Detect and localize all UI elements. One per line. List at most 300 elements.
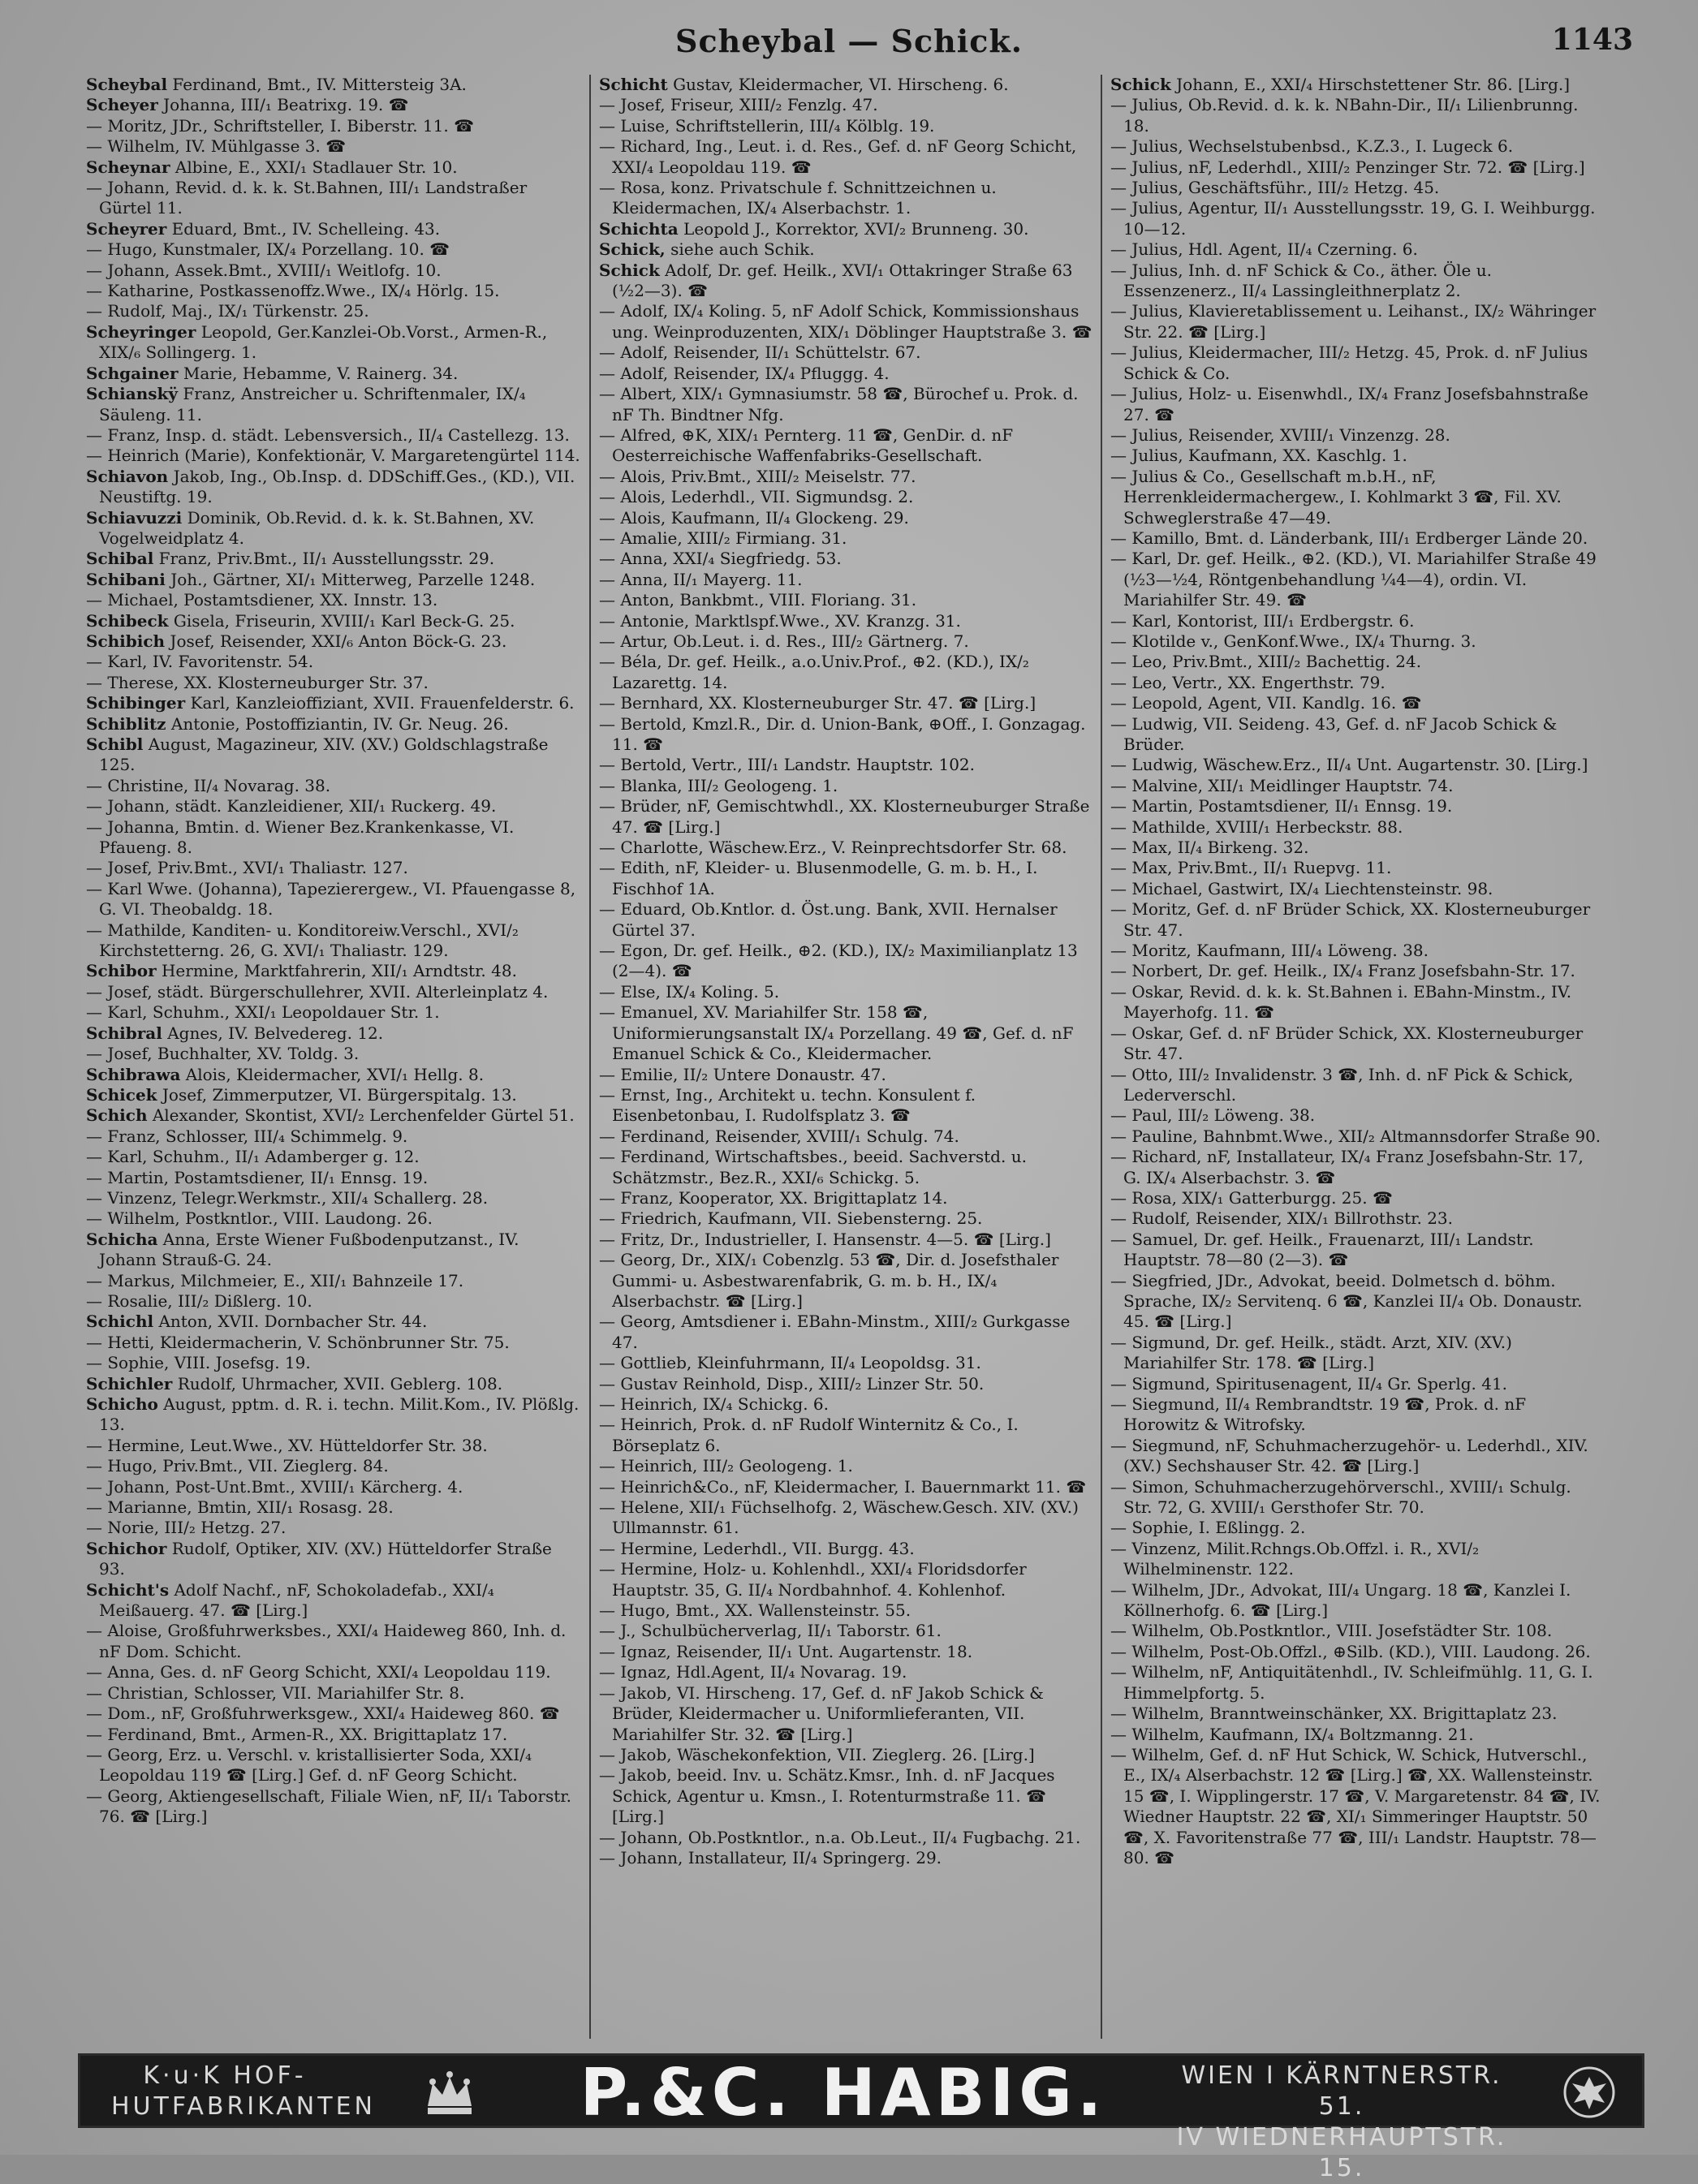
- entry-text: Anna, Erste Wiener Fußbodenputzanst., IV. Johann Strauß-G. 24.: [99, 1229, 519, 1270]
- entry-text: — Heinrich&Co., nF, Kleidermacher, I. Bauernmarkt 11. ☎: [599, 1476, 1087, 1497]
- directory-entry: [1110, 714, 1604, 756]
- entry-text: — Else, IX/₄ Koling. 5.: [599, 981, 780, 1002]
- entry-text: — Franz, Schlosser, III/₄ Schimmelg. 9.: [86, 1126, 408, 1146]
- entry-surname: Scheyringer: [86, 321, 196, 342]
- directory-entry: [599, 364, 1092, 384]
- entry-text: — Bertold, Vertr., III/₁ Landstr. Hauptstr. 102.: [599, 755, 975, 775]
- entry-surname: Schibl: [86, 734, 144, 754]
- entry-text: Rudolf, Uhrmacher, XVII. Geblerg. 108.: [177, 1373, 503, 1394]
- directory-entry: [599, 1415, 1092, 1456]
- entry-text: — Julius, Kleidermacher, III/₂ Hetzg. 45, Prok. d. nF Julius Schick & Co.: [1110, 342, 1588, 383]
- entry-text: — Oskar, Gef. d. nF Brüder Schick, XX. Klosterneuburger Str. 47.: [1110, 1023, 1584, 1064]
- entry-text: — Jakob, VI. Hirscheng. 17, Gef. d. nF Jakob Schick & Brüder, Kleidermacher u. Uniformlieferanten, VII. Mariahilfer Str. 32. ☎ [Lirg.]: [599, 1682, 1044, 1744]
- directory-entry: [599, 467, 1092, 487]
- entry-text: — Wilhelm, Postkntlor., VIII. Laudong. 26.: [86, 1208, 433, 1229]
- directory-entry: [1110, 652, 1604, 672]
- directory-entry: [1110, 982, 1604, 1023]
- entry-text: — Franz, Kooperator, XX. Brigittaplatz 14.: [599, 1187, 948, 1208]
- entry-text: — Ferdinand, Bmt., Armen-R., XX. Brigittaplatz 17.: [86, 1724, 508, 1744]
- directory-entry: [599, 528, 1092, 549]
- directory-entry: [599, 858, 1092, 899]
- entry-text: — Katharine, Postkassenoffz.Wwe., IX/₄ Hörlg. 15.: [86, 281, 500, 301]
- directory-entry: [599, 1353, 1092, 1373]
- directory-entry: [86, 982, 581, 1002]
- entry-text: — Dom., nF, Großfuhrwerksgew., XXI/₄ Haideweg 860. ☎: [86, 1704, 560, 1724]
- entry-text: — Leo, Vertr., XX. Engerthstr. 79.: [1110, 672, 1386, 692]
- entry-surname: Schibeck: [86, 610, 169, 631]
- directory-entry: [1110, 1126, 1604, 1147]
- entry-text: — Michael, Gastwirt, IX/₄ Liechtensteinstr. 98.: [1110, 878, 1493, 898]
- directory-entry: [1110, 776, 1604, 796]
- directory-entry: [1110, 446, 1604, 466]
- entry-text: Josef, Zimmerputzer, VI. Bürgerspitalg. 13.: [162, 1084, 517, 1105]
- directory-entry: [1110, 467, 1604, 528]
- entry-text: Karl, Kanzleioffiziant, XVII. Frauenfelderstr. 6.: [190, 693, 575, 713]
- directory-entry: [599, 899, 1092, 941]
- entry-text: — Heinrich (Marie), Konfektionär, V. Margaretengürtel 114.: [86, 446, 580, 466]
- entry-text: Johanna, III/₁ Beatrixg. 19. ☎: [163, 95, 409, 115]
- directory-entry: [86, 549, 581, 569]
- entry-text: — Julius, Geschäftsführ., III/₂ Hetzg. 45.: [1110, 178, 1440, 198]
- directory-entry: [86, 95, 581, 115]
- directory-entry: [1110, 301, 1604, 342]
- directory-entry: [599, 425, 1092, 467]
- entry-text: — Sophie, I. Eßlingg. 2.: [1110, 1518, 1306, 1538]
- directory-entry: [1110, 95, 1604, 136]
- directory-entry: [599, 1683, 1092, 1745]
- entry-surname: Schichl: [86, 1312, 154, 1332]
- entry-text: — Anna, XXI/₄ Siegfriedg. 53.: [599, 549, 842, 569]
- entry-text: — Sophie, VIII. Josefsg. 19.: [86, 1353, 311, 1373]
- directory-entry: [1110, 755, 1604, 775]
- entry-text: — Alois, Priv.Bmt., XIII/₂ Meiselstr. 77.: [599, 466, 916, 486]
- entry-text: — Bernhard, XX. Klosterneuburger Str. 47. ☎ [Lirg.]: [599, 693, 1036, 713]
- entry-text: — Rudolf, Maj., IX/₁ Türkenstr. 25.: [86, 301, 369, 321]
- entry-text: — Helene, XII/₁ Füchselhofg. 2, Wäschew.Gesch. XIV. (XV.) Ullmannstr. 61.: [599, 1497, 1079, 1538]
- directory-entry: [1110, 1208, 1604, 1229]
- directory-entry: [86, 446, 581, 466]
- entry-text: — Klotilde v., GenKonf.Wwe., IX/₄ Thurng. 3.: [1110, 631, 1476, 651]
- directory-entry: [599, 1477, 1092, 1497]
- entry-text: — Oskar, Revid. d. k. k. St.Bahnen i. EBahn-Minstm., IV. Mayerhofg. 11. ☎: [1110, 981, 1572, 1023]
- directory-entry: [1110, 1662, 1604, 1704]
- directory-entry: [599, 838, 1092, 858]
- directory-entry: [86, 920, 581, 962]
- entry-text: Antonie, Postoffiziantin, IV. Gr. Neug. 26.: [170, 713, 509, 734]
- entry-surname: Schibinger: [86, 693, 186, 713]
- directory-entry: [86, 1333, 581, 1353]
- entry-surname: Schiavuzzi: [86, 507, 183, 528]
- directory-entry: [1110, 961, 1604, 981]
- directory-entry: [1110, 136, 1604, 157]
- entry-text: — Moritz, Gef. d. nF Brüder Schick, XX. Klosterneuburger Str. 47.: [1110, 899, 1591, 940]
- directory-entry: [86, 1002, 581, 1023]
- directory-entry: [86, 570, 581, 590]
- directory-entry: [86, 1208, 581, 1229]
- directory-entry: [86, 467, 581, 508]
- directory-entry: [599, 755, 1092, 775]
- entry-text: Eduard, Bmt., IV. Schelleing. 43.: [171, 218, 441, 239]
- entry-text: — Wilhelm, Kaufmann, IX/₄ Boltzmanng. 21.: [1110, 1724, 1474, 1744]
- directory-entry: [86, 1105, 581, 1126]
- entry-surname: Schianskÿ: [86, 384, 178, 404]
- entry-text: — Adolf, Reisender, IX/₄ Pfluggg. 4.: [599, 363, 890, 383]
- directory-entry: [86, 1436, 581, 1456]
- entry-text: — Julius, Agentur, II/₁ Ausstellungsstr. 19, G. I. Weihburgg. 10—12.: [1110, 198, 1596, 239]
- directory-entry: [599, 776, 1092, 796]
- entry-text: — Alfred, ⊕K, XIX/₁ Pernterg. 11 ☎, GenDir. d. nF Oesterreichische Waffenfabriks-Gesellschaft.: [599, 424, 1014, 466]
- directory-entry: [599, 75, 1092, 95]
- entry-text: — Christine, II/₄ Novarag. 38.: [86, 775, 331, 795]
- entry-surname: Schibor: [86, 961, 157, 981]
- entry-text: — Anton, Bankbmt., VIII. Floriang. 31.: [599, 590, 917, 610]
- entry-text: — Ignaz, Reisender, II/₁ Unt. Augartenstr. 18.: [599, 1641, 973, 1661]
- entry-surname: Schichler: [86, 1373, 173, 1394]
- directory-entry: [1110, 198, 1604, 239]
- entry-surname: Schichor: [86, 1538, 167, 1558]
- directory-entry: [86, 1456, 581, 1476]
- entry-text: — Julius & Co., Gesellschaft m.b.H., nF, Herrenkleidermachergew., I. Kohlmarkt 3 ☎, Fil. XV. Schweglerstraße 47—49.: [1110, 466, 1562, 528]
- directory-entry: [1110, 528, 1604, 549]
- entry-text: — Alois, Kaufmann, II/₄ Glockeng. 29.: [599, 507, 909, 528]
- entry-text: — Kamillo, Bmt. d. Länderbank, III/₁ Erdberger Lände 20.: [1110, 528, 1588, 548]
- directory-entry: [599, 508, 1092, 528]
- directory-entry: [86, 322, 581, 364]
- directory-entry: [86, 611, 581, 631]
- entry-text: — Luise, Schriftstellerin, III/₄ Kölblg. 19.: [599, 115, 935, 136]
- crown-icon: [421, 2066, 478, 2119]
- directory-entry: [86, 1786, 581, 1828]
- entry-text: — Sigmund, Dr. gef. Heilk., städt. Arzt, XIV. (XV.) Mariahilfer Str. 178. ☎ [Lirg.]: [1110, 1332, 1512, 1373]
- directory-entry: [599, 941, 1092, 982]
- directory-entry: [86, 157, 581, 178]
- directory-entry: [86, 1683, 581, 1704]
- entry-text: — Julius, Hdl. Agent, II/₄ Czerning. 6.: [1110, 239, 1418, 260]
- entry-surname: Schicha: [86, 1229, 158, 1249]
- entry-text: — Rosa, konz. Privatschule f. Schnittzeichnen u. Kleidermachen, IX/₄ Alserbachstr. 1.: [599, 178, 997, 218]
- entry-text: — Hugo, Bmt., XX. Wallensteinstr. 55.: [599, 1600, 911, 1621]
- entry-surname: Schiavon: [86, 466, 169, 486]
- entry-surname: Schichta: [599, 218, 679, 239]
- running-head: Scheybal — Schick.: [675, 23, 1023, 59]
- entry-text: — Max, Priv.Bmt., II/₁ Ruepvg. 11.: [1110, 858, 1392, 878]
- entry-text: — Franz, Insp. d. städt. Lebensversich., II/₄ Castellezg. 13.: [86, 424, 570, 445]
- directory-entry: [599, 1745, 1092, 1765]
- directory-entry: [86, 1725, 581, 1745]
- directory-entry: [86, 384, 581, 425]
- directory-entry: [86, 631, 581, 652]
- entry-text: — Norbert, Dr. gef. Heilk., IX/₄ Franz Josefsbahn-Str. 17.: [1110, 961, 1575, 981]
- directory-entry: [86, 858, 581, 878]
- directory-entry: [86, 1230, 581, 1271]
- entry-surname: Schicho: [86, 1394, 158, 1414]
- directory-entry: [1110, 1725, 1604, 1745]
- entry-text: — Hugo, Priv.Bmt., VII. Zieglerg. 84.: [86, 1456, 389, 1476]
- directory-entry: [599, 693, 1092, 713]
- entry-text: — Eduard, Ob.Kntlor. d. Öst.ung. Bank, XVII. Hernalser Gürtel 37.: [599, 899, 1058, 940]
- entry-text: — Artur, Ob.Leut. i. d. Res., III/₂ Gärtnerg. 7.: [599, 631, 969, 651]
- entry-surname: Schibani: [86, 569, 166, 589]
- entry-text: Gustav, Kleidermacher, VI. Hirscheng. 6.: [673, 75, 1009, 94]
- directory-entry: [86, 1704, 581, 1724]
- entry-text: — Ferdinand, Reisender, XVIII/₁ Schulg. 74.: [599, 1126, 959, 1146]
- entry-text: — Wilhelm, nF, Antiquitätenhdl., IV. Schleifmühlg. 11, G. I. Himmelpfortg. 5.: [1110, 1662, 1593, 1703]
- entry-text: Alexander, Skontist, XVI/₂ Lerchenfelder Gürtel 51.: [152, 1105, 575, 1126]
- entry-text: — Mathilde, Kanditen- u. Konditoreiw.Verschl., XVI/₂ Kirchstetterng. 26, G. XVI/₁ Thaliastr. 129.: [86, 920, 519, 961]
- directory-entry: [86, 1312, 581, 1332]
- directory-entry: [86, 1662, 581, 1682]
- entry-text: — Vinzenz, Milit.Rchngs.Ob.Offzl. i. R., XVI/₂ Wilhelminenstr. 122.: [1110, 1538, 1480, 1579]
- directory-entry: [86, 1353, 581, 1373]
- banner-left-line-1: K·u·K HOF-: [143, 2061, 307, 2090]
- directory-entry: [86, 590, 581, 610]
- entry-surname: Schick,: [599, 239, 666, 260]
- entry-text: Agnes, IV. Belvedereg. 12.: [167, 1023, 384, 1043]
- entry-text: — Amalie, XIII/₂ Firmiang. 31.: [599, 528, 847, 548]
- banner-left-line-2: HUTFABRIKANTEN: [111, 2092, 376, 2121]
- entry-text: siehe auch Schik.: [670, 239, 815, 260]
- directory-entry: [599, 1230, 1092, 1250]
- entry-text: — Georg, Erz. u. Verschl. v. kristallisierter Soda, XXI/₄ Leopoldau 119 ☎ [Lirg.] Gef. d. nF Georg Schicht.: [86, 1744, 532, 1786]
- entry-text: — Johann, Ob.Postkntlor., n.a. Ob.Leut., II/₄ Fugbachg. 21.: [599, 1827, 1081, 1847]
- entry-text: — Adolf, Reisender, II/₁ Schüttelstr. 67.: [599, 342, 921, 363]
- directory-entry: [1110, 1580, 1604, 1622]
- entry-text: — Marianne, Bmtin, XII/₁ Rosasg. 28.: [86, 1497, 394, 1518]
- directory-entry: [1110, 261, 1604, 302]
- directory-entry: [86, 1745, 581, 1786]
- entry-text: — Ludwig, VII. Seideng. 43, Gef. d. nF Jacob Schick & Brüder.: [1110, 713, 1558, 754]
- directory-entry: [1110, 1539, 1604, 1580]
- entry-text: — Gottlieb, Kleinfuhrmann, II/₄ Leopoldsg. 31.: [599, 1353, 981, 1373]
- directory-entry: [599, 1621, 1092, 1641]
- entry-text: — Pauline, Bahnbmt.Wwe., XII/₂ Altmannsdorfer Straße 90.: [1110, 1126, 1601, 1146]
- directory-entry: [86, 879, 581, 920]
- banner-brand: P.&C. HABIG.: [580, 2055, 1107, 2130]
- entry-text: — Wilhelm, JDr., Advokat, III/₄ Ungarg. 18 ☎, Kanzlei I. Köllnerhofg. 6. ☎ [Lirg.]: [1110, 1579, 1571, 1621]
- entry-text: — Johann, städt. Kanzleidiener, XII/₁ Ruckerg. 49.: [86, 796, 497, 816]
- entry-text: — Mathilde, XVIII/₁ Herbeckstr. 88.: [1110, 816, 1403, 837]
- directory-entry: [599, 1374, 1092, 1394]
- directory-entry: [599, 1250, 1092, 1312]
- entry-text: Albine, E., XXI/₁ Stadlauer Str. 10.: [175, 157, 458, 177]
- entry-text: — Rudolf, Reisender, XIX/₁ Billrothstr. 23.: [1110, 1208, 1454, 1229]
- entry-surname: Schick: [1110, 75, 1171, 94]
- entry-text: — Karl, Schuhm., II/₁ Adamberger g. 12.: [86, 1147, 420, 1167]
- entry-surname: Schgainer: [86, 363, 179, 383]
- directory-entry: [1110, 1374, 1604, 1394]
- entry-text: — J., Schulbücherverlag, II/₁ Taborstr. 61.: [599, 1621, 942, 1641]
- entry-surname: Scheyrer: [86, 218, 167, 239]
- directory-entry: [1110, 384, 1604, 425]
- entry-text: Franz, Priv.Bmt., II/₁ Ausstellungsstr. 29.: [158, 549, 495, 569]
- entry-text: Ferdinand, Bmt., IV. Mittersteig 3A.: [172, 75, 467, 94]
- entry-text: Leopold, Ger.Kanzlei-Ob.Vorst., Armen-R., XIX/₆ Sollingerg. 1.: [99, 321, 548, 363]
- entry-text: — Albert, XIX/₁ Gymnasiumstr. 58 ☎, Bürochef u. Prok. d. nF Th. Bindtner Nfg.: [599, 384, 1079, 424]
- directory-entry: [86, 1518, 581, 1538]
- directory-entry: [86, 1374, 581, 1394]
- entry-text: — Richard, nF, Installateur, IX/₄ Franz Josefsbahn-Str. 17, G. IX/₄ Alserbachstr. 3. ☎: [1110, 1147, 1584, 1187]
- entry-text: — Alois, Lederhdl., VII. Sigmundsg. 2.: [599, 487, 914, 507]
- entry-text: — Heinrich, IX/₄ Schickg. 6.: [599, 1394, 830, 1414]
- entry-text: — Sigmund, Spiritusenagent, II/₄ Gr. Sperlg. 41.: [1110, 1373, 1508, 1394]
- entry-text: — Heinrich, Prok. d. nF Rudolf Winternitz & Co., I. Börseplatz 6.: [599, 1415, 1019, 1455]
- directory-entry: [86, 219, 581, 239]
- entry-text: — Julius, Klavieretablissement u. Leihanst., IX/₂ Währinger Str. 22. ☎ [Lirg.]: [1110, 301, 1597, 342]
- directory-entry: [86, 652, 581, 672]
- entry-text: — Martin, Postamtsdiener, II/₁ Ennsg. 19.: [86, 1167, 429, 1187]
- directory-entry: [599, 1539, 1092, 1559]
- entry-text: Rudolf, Optiker, XIV. (XV.) Hütteldorfer Straße 93.: [99, 1538, 552, 1579]
- entry-text: Adolf Nachf., nF, Schokoladefab., XXI/₄ Meißauerg. 47. ☎ [Lirg.]: [99, 1579, 494, 1621]
- directory-entry: [599, 714, 1092, 756]
- eagle-emblem-icon: [1561, 2066, 1618, 2119]
- entry-surname: Schick: [599, 260, 660, 280]
- directory-entry: [86, 75, 581, 95]
- entry-text: — Julius, Kaufmann, XX. Kaschlg. 1.: [1110, 446, 1407, 466]
- entry-text: — Charlotte, Wäschew.Erz., V. Reinprechtsdorfer Str. 68.: [599, 838, 1067, 858]
- directory-entry: [1110, 425, 1604, 446]
- directory-entry: [599, 1188, 1092, 1208]
- entry-text: — Wilhelm, Gef. d. nF Hut Schick, W. Schick, Hutverschl., E., IX/₄ Alserbachstr. 12 ☎ [Lirg.] ☎, XX. Wallensteinstr. 15 ☎, I. Wipplingerstr. 17 ☎, V. Margaretenstr. 84 ☎, IV. Wiedner Hauptstr. 22 ☎, XI/₁ Simmeringer Hauptstr. 50 ☎, X. Favoritenstraße 77 ☎, III/₁ Landstr. Hauptstr. 78—80. ☎: [1110, 1744, 1601, 1867]
- entry-text: — Egon, Dr. gef. Heilk., ⊕2. (KD.), IX/₂ Maximilianplatz 13 (2—4). ☎: [599, 941, 1078, 981]
- entry-text: — Michael, Postamtsdiener, XX. Innstr. 13.: [86, 590, 438, 610]
- entry-text: — Wilhelm, Ob.Postkntlor., VIII. Josefstädter Str. 108.: [1110, 1621, 1553, 1641]
- directory-entry: [86, 1477, 581, 1497]
- entry-text: Gisela, Friseurin, XVIII/₁ Karl Beck-G. 25.: [173, 610, 515, 631]
- entry-text: — Karl, Schuhm., XXI/₁ Leopoldauer Str. 1.: [86, 1002, 440, 1023]
- advertisement-banner: [78, 2053, 1644, 2182]
- directory-entry: [86, 1126, 581, 1147]
- directory-entry: [599, 1208, 1092, 1229]
- directory-entry: [86, 1168, 581, 1188]
- entry-text: Hermine, Marktfahrerin, XII/₁ Arndtstr. 48.: [161, 961, 517, 981]
- directory-entry: [1110, 1023, 1604, 1065]
- entry-text: — Hugo, Kunstmaler, IX/₄ Porzellang. 10. ☎: [86, 239, 450, 260]
- directory-entry: [599, 1559, 1092, 1600]
- entry-text: — Fritz, Dr., Industrieller, I. Hansenstr. 4—5. ☎ [Lirg.]: [599, 1229, 1051, 1249]
- entry-text: — Vinzenz, Telegr.Werkmstr., XII/₄ Schallerg. 28.: [86, 1187, 489, 1208]
- entry-text: Marie, Hebamme, V. Rainerg. 34.: [183, 363, 459, 383]
- directory-entry: [1110, 342, 1604, 384]
- directory-entry: [599, 487, 1092, 507]
- directory-entry: [1110, 178, 1604, 198]
- directory-entry: [599, 1765, 1092, 1827]
- entry-text: — Edith, nF, Kleider- u. Blusenmodelle, G. m. b. H., I. Fischhof 1A.: [599, 858, 1038, 898]
- entry-text: — Otto, III/₂ Invalidenstr. 3 ☎, Inh. d. nF Pick & Schick, Lederverschl.: [1110, 1064, 1574, 1105]
- directory-entry: [599, 631, 1092, 652]
- entry-text: — Adolf, IX/₄ Koling. 5, nF Adolf Schick, Kommissionshaus ung. Weinproduzenten, XIX/₁ Döblinger Hauptstraße 3. ☎: [599, 301, 1092, 342]
- directory-entry: [86, 1085, 581, 1105]
- entry-text: — Leo, Priv.Bmt., XIII/₂ Bachettig. 24.: [1110, 652, 1422, 672]
- entry-text: — Therese, XX. Klosterneuburger Str. 37.: [86, 672, 429, 692]
- directory-entry: [599, 1600, 1092, 1621]
- entry-text: — Georg, Aktiengesellschaft, Filiale Wien, nF, II/₁ Taborstr. 76. ☎ [Lirg.]: [86, 1786, 571, 1827]
- directory-columns: [78, 75, 1644, 2039]
- directory-entry: [86, 508, 581, 549]
- entry-text: — Karl Wwe. (Johanna), Tapezierergew., VI. Pfauengasse 8, G. VI. Theobaldg. 18.: [86, 878, 576, 920]
- entry-text: Anton, XVII. Dornbacher Str. 44.: [158, 1312, 428, 1332]
- directory-entry: [599, 178, 1092, 219]
- directory-entry: [1110, 1147, 1604, 1188]
- entry-surname: Schibal: [86, 549, 154, 569]
- entry-surname: Schibral: [86, 1023, 162, 1043]
- directory-entry: [86, 301, 581, 321]
- entry-text: — Malvine, XII/₁ Meidlinger Hauptstr. 74.: [1110, 775, 1454, 795]
- directory-entry: [599, 136, 1092, 178]
- entry-text: — Paul, III/₂ Löweng. 38.: [1110, 1105, 1316, 1126]
- entry-text: — Moritz, JDr., Schriftsteller, I. Biberstr. 11. ☎: [86, 115, 474, 136]
- entry-text: — Karl, IV. Favoritenstr. 54.: [86, 652, 314, 672]
- banner-right-line-2: IV WIEDNERHAUPTSTR. 15.: [1176, 2123, 1507, 2182]
- entry-surname: Scheyer: [86, 95, 158, 115]
- directory-entry: [1110, 1704, 1604, 1724]
- directory-entry: [86, 1497, 581, 1518]
- entry-text: — Leopold, Agent, VII. Kandlg. 16. ☎: [1110, 693, 1422, 713]
- directory-entry: [599, 1456, 1092, 1476]
- entry-text: — Brüder, nF, Gemischtwhdl., XX. Klosterneuburger Straße 47. ☎ [Lirg.]: [599, 796, 1090, 837]
- directory-entry: [1110, 631, 1604, 652]
- directory-entry: [86, 1147, 581, 1167]
- directory-entry: [86, 178, 581, 219]
- directory-entry: [599, 1002, 1092, 1064]
- directory-entry: [1110, 1333, 1604, 1374]
- directory-entry: [86, 1023, 581, 1044]
- directory-entry: [1110, 1230, 1604, 1271]
- entry-surname: Schicht's: [86, 1579, 170, 1600]
- entry-text: — Richard, Ing., Leut. i. d. Res., Gef. d. nF Georg Schicht, XXI/₄ Leopoldau 119. ☎: [599, 136, 1077, 177]
- entry-text: — Wilhelm, Branntweinschänker, XX. Brigittaplatz 23.: [1110, 1704, 1558, 1724]
- directory-entry: [86, 1539, 581, 1580]
- entry-text: — Anna, II/₁ Mayerg. 11.: [599, 569, 803, 589]
- directory-entry: [599, 549, 1092, 569]
- entry-text: — Friedrich, Kaufmann, VII. Siebensterng. 25.: [599, 1208, 983, 1229]
- entry-text: — Hermine, Leut.Wwe., XV. Hütteldorfer Str. 38.: [86, 1435, 488, 1455]
- directory-entry: [86, 1394, 581, 1436]
- entry-surname: Schicht: [599, 75, 668, 94]
- entry-text: Franz, Anstreicher u. Schriftenmaler, IX/₄ Säuleng. 11.: [99, 384, 526, 424]
- entry-text: — Karl, Dr. gef. Heilk., ⊕2. (KD.), VI. Mariahilfer Straße 49 (½3—½4, Röntgenbehandlung ¼4—4), ordin. VI. Mariahilfer Str. 49. ☎: [1110, 549, 1597, 610]
- entry-text: Joh., Gärtner, XI/₁ Mitterweg, Parzelle 1248.: [170, 569, 536, 589]
- entry-text: — Georg, Amtsdiener i. EBahn-Minstm., XIII/₂ Gurkgasse 47.: [599, 1312, 1071, 1352]
- entry-text: — Karl, Kontorist, III/₁ Erdbergstr. 6.: [1110, 610, 1415, 631]
- entry-text: — Max, II/₄ Birkeng. 32.: [1110, 838, 1309, 858]
- directory-entry: [1110, 1065, 1604, 1106]
- directory-entry: [599, 301, 1092, 342]
- directory-entry: [86, 1044, 581, 1064]
- entry-text: — Johann, Assek.Bmt., XVIII/₁ Weitlofg. 10.: [86, 260, 442, 280]
- directory-entry: [86, 796, 581, 816]
- entry-text: — Johann, Revid. d. k. k. St.Bahnen, III/₁ Landstraßer Gürtel 11.: [86, 178, 528, 218]
- directory-entry: [86, 239, 581, 260]
- directory-entry: [599, 570, 1092, 590]
- entry-text: — Ernst, Ing., Architekt u. techn. Konsulent f. Eisenbetonbau, I. Rudolfsplatz 3. ☎: [599, 1084, 976, 1126]
- entry-surname: Schibrawa: [86, 1064, 181, 1084]
- directory-entry: [599, 1828, 1092, 1848]
- directory-entry: [599, 261, 1092, 302]
- directory-entry: [599, 1085, 1092, 1126]
- directory-entry: [1110, 796, 1604, 816]
- directory-entry: [599, 239, 1092, 260]
- entry-text: August, pptm. d. R. i. techn. Milit.Kom., IV. Plößlg. 13.: [99, 1394, 580, 1435]
- directory-entry: [599, 1147, 1092, 1188]
- directory-entry: [1110, 817, 1604, 838]
- directory-entry: [86, 364, 581, 384]
- entry-text: — Ludwig, Wäschew.Erz., II/₄ Unt. Augartenstr. 30. [Lirg.]: [1110, 755, 1588, 775]
- directory-entry: [599, 384, 1092, 425]
- banner-left-text: [111, 2061, 376, 2122]
- directory-entry: [1110, 549, 1604, 610]
- directory-entry: [86, 281, 581, 301]
